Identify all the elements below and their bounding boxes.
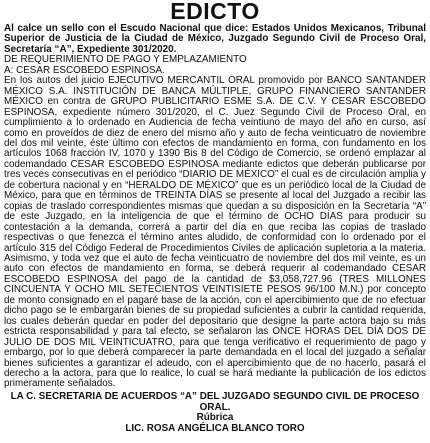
body-paragraph: En los autos del juicio EJECUTIVO MERCANTIL ORAL promovido por BANCO SANTANDER MÉXICO S.A. INSTITUCIÓN DE BANCA MÚLTIPLE, GRUPO FINANCIERO SANTANDER MÉXICO en contra de GRUPO PUBLICITARIO ESME S.A. DE C.V. Y CESAR ESCOBEDO ESPINOSA, expediente número 301/2020, el C. Juez Segundo Civil de Proceso Oral, en cumplimiento a lo ordenado en Audiencia de fecha veintiuno de mayo del año en curso, así como en proveídos de diez de enero del mismo año y auto de fecha veinticuatro de noviembre del dos mil veinte, éste último con efectos de mandamiento en forma, con fundamento en los artículos 1068 fracción IV, 1070 y 1390 Bis 8 del Código de Comercio, se ordenó emplazar al codemandado CESAR ESCOBEDO ESPINOSA mediante edictos que deberán publicarse por tres veces consecutivas en el periódico “DIARIO DE MÉXICO” el cual es de circulación amplia y de cobertura nacional y en “HERALDO DE MÉXICO” que es un periódico local de la Ciudad de México, para que en términos de TREINTA DÍAS se presente al local del Juzgado a recibir las copias de traslado correspondientes mismas que quedan a su disposición en la Secretaría “A” de este Juzgado, en la inteligencia de que el término de OCHO DÍAS para producir su contestación a la demanda, correrá a partir del día en que reciba las copias de traslado respectivas o que fenezca el término antes aludido, de conformidad con lo ordenado por el artículo 315 del Código Federal de Procedimientos Civiles de aplicación supletoria a la materia. Asimismo, y toda vez que el auto de fecha veinticuatro de noviembre del dos mil veinte, es un auto con efectos de mandamiento en forma, se deberá requerir al codemandado CESAR ESCOBEDO ESPINOSA del pago de la cantidad de $3,058,727.96 (TRES MILLONES CINCUENTA Y OCHO MIL SETECIENTOS VEINTISIETE PESOS 96/100 M.N.) por concepto de monto consignado en el pagaré base de la acción, con el apercibimiento que de no efectuar dicho pago se le embargarán bienes de su propiedad suficientes a cubrir la cantidad requerida, los cuales deberán quedar en poder del depositario que designe la parte actora bajo su más estricta responsabilidad y para tal efecto, se señalaron las ONCE HORAS DEL DÍA DOS DE JULIO DE DOS MIL VEINTICUATRO, para que tenga verificativo el requerimiento de pago y embargo, por lo que deberá comparecer la parte demandada en el local del juzgado a señalar bienes suficientes a garantizar el adeudo, con el apercibimiento que de no hacerlo, pasará el derecho a la actora, para que lo realice, lo cual se hará mediante la publicación de los edictos primeramente señalados. <box>4 75 426 390</box>
signature-block <box>4 392 426 435</box>
signature-mark: Rúbrica <box>196 412 234 424</box>
signer-name: LIC. ROSA ANGÉLICA BLANCO TORO <box>125 423 305 435</box>
document-title: EDICTO <box>170 0 260 24</box>
addressee-line: A: CESAR ESCOBEDO ESPINOSA. <box>4 64 165 76</box>
seal-caption: Al calce un sello con el Escudo Nacional que dice: Estados Unidos Mexicanos, Tribunal Superior de Justicia de la Ciudad de México, Juzgado Segundo Civil de Proceso Oral, Secretaría “A”, Expediente 301/2020. <box>4 23 426 55</box>
secretary-title: LA C. SECRETARIA DE ACUERDOS “A” DEL JUZGADO SEGUNDO CIVIL DE PROCESO ORAL. <box>10 390 420 413</box>
subject-line: DE REQUERIMIENTO DE PAGO Y EMPLAZAMIENTO <box>4 54 247 66</box>
